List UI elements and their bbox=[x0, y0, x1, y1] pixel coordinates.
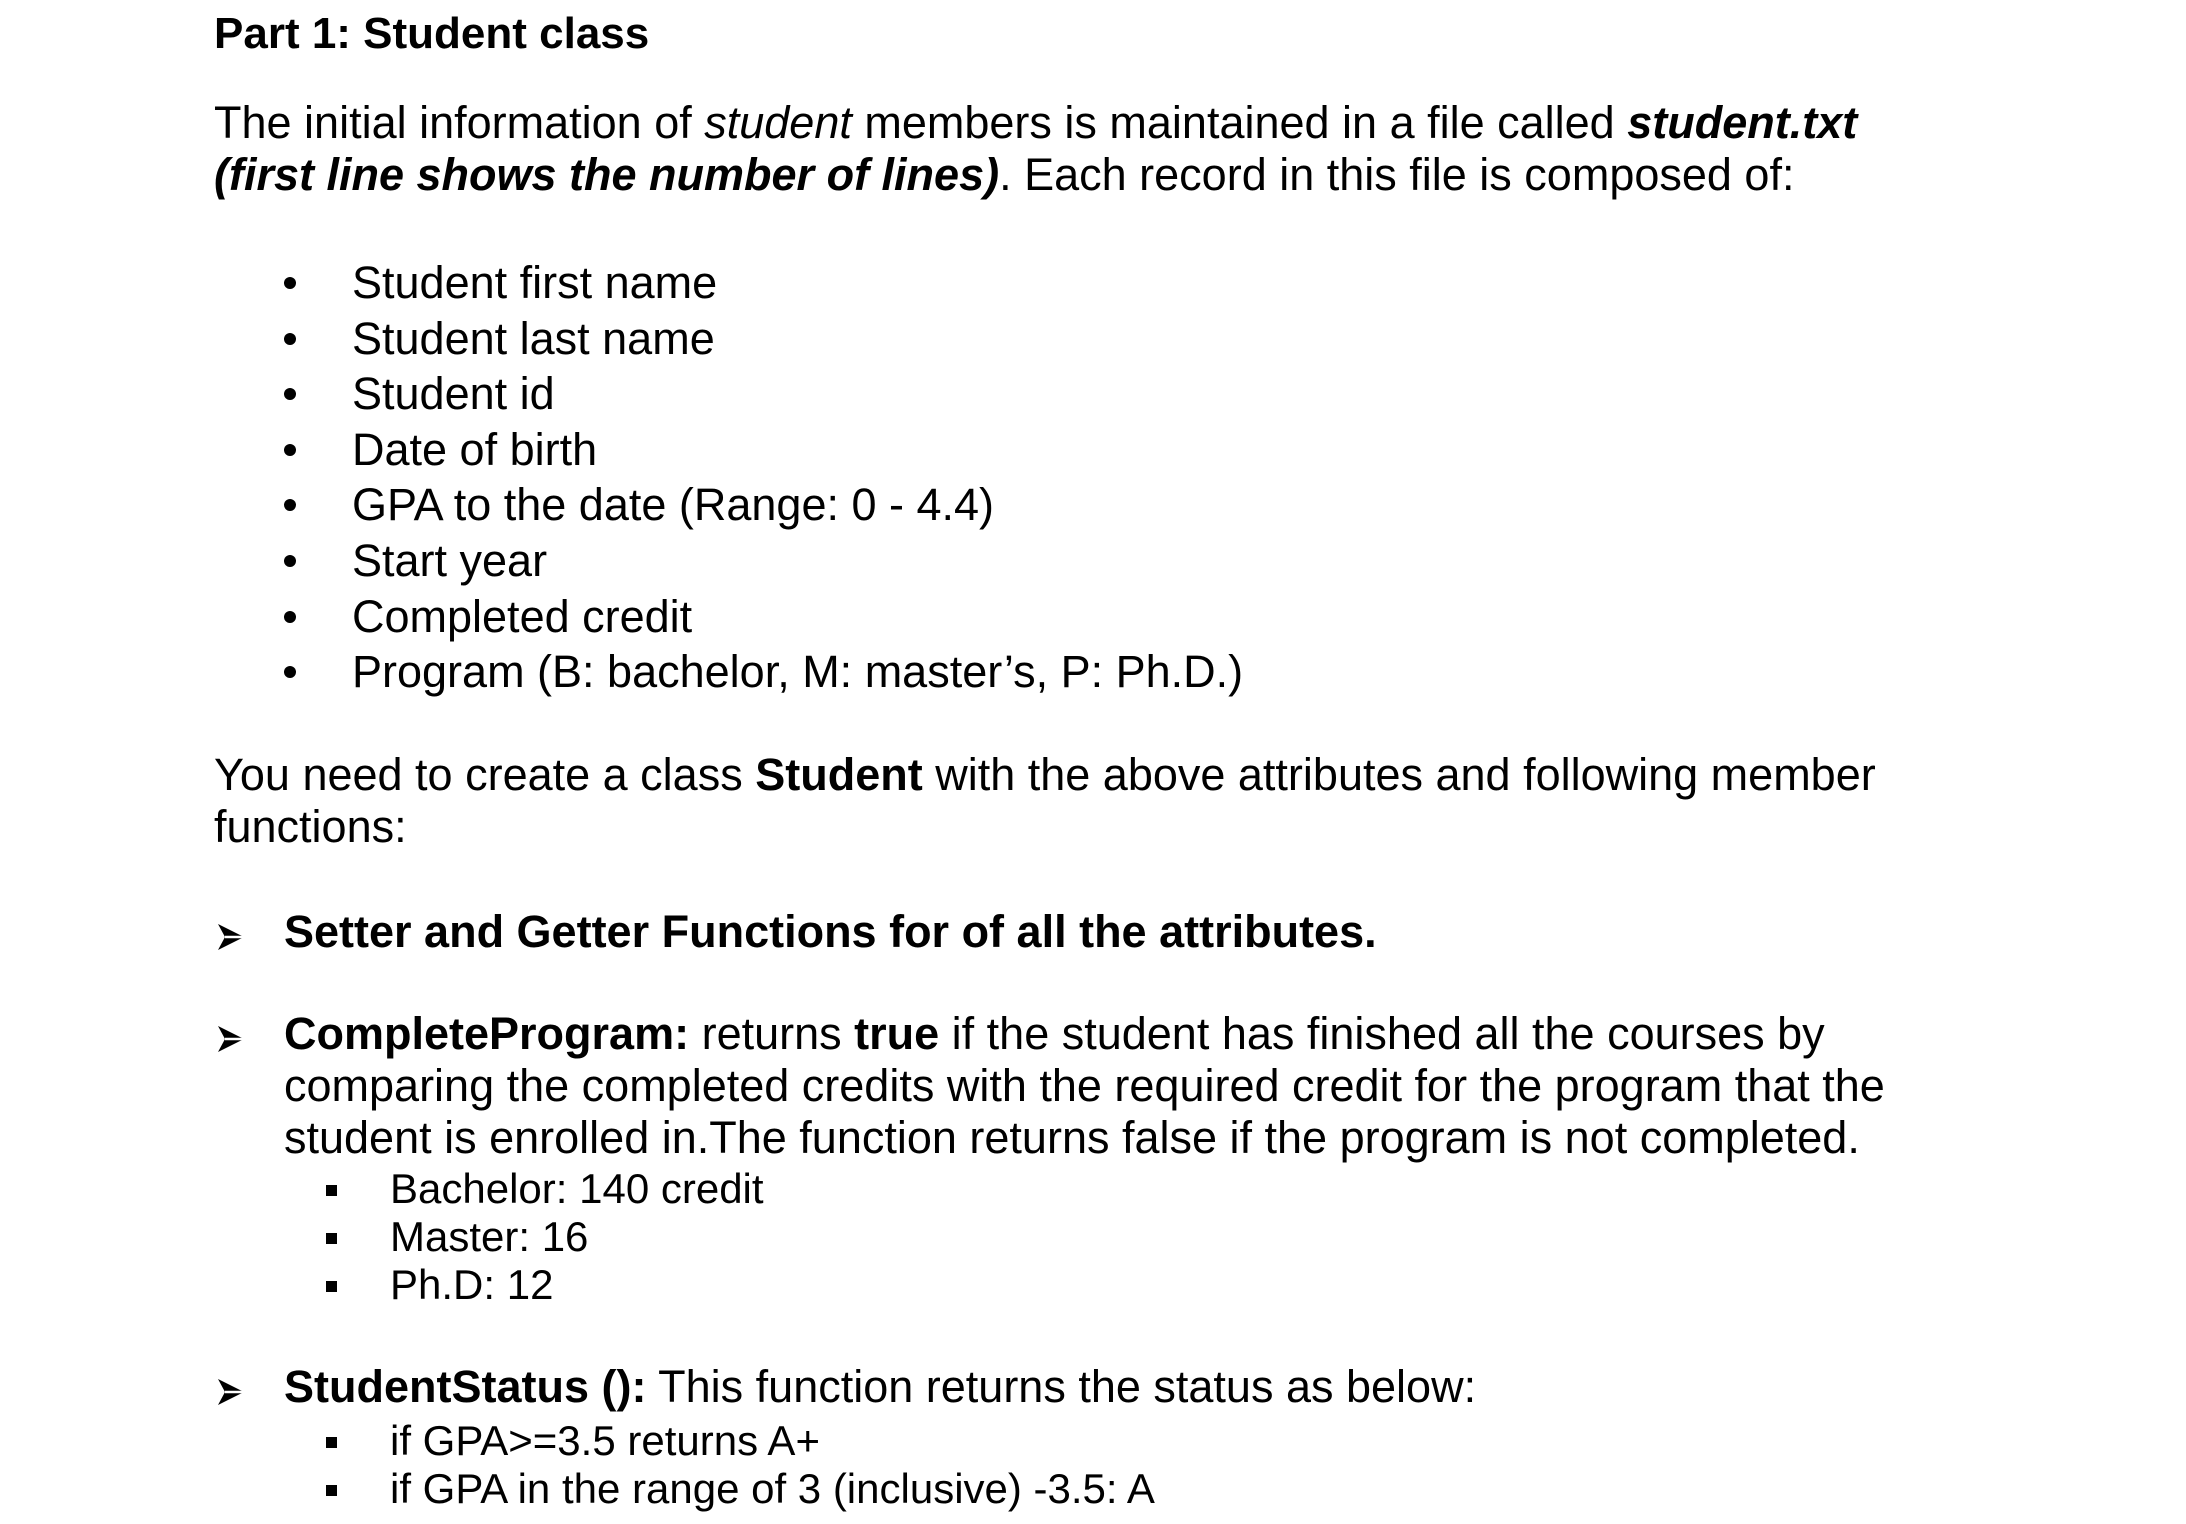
student-status-text: This function returns the status as below: bbox=[646, 1361, 1477, 1412]
section-heading: Part 1: Student class bbox=[214, 9, 650, 58]
intro-first-line-note: (first line shows the number of lines) bbox=[214, 149, 1000, 200]
attribute-label: Student last name bbox=[352, 312, 715, 364]
intro-text-3: members is maintained in a file called bbox=[851, 97, 1628, 148]
status-rule: if GPA in the range of 3 (inclusive) -3.5: A bbox=[390, 1465, 1155, 1512]
bullet-icon bbox=[284, 277, 296, 289]
bullet-icon bbox=[284, 666, 296, 678]
attribute-label: Completed credit bbox=[352, 590, 693, 642]
complete-program-name: CompleteProgram: bbox=[284, 1008, 690, 1059]
square-bullet-icon bbox=[326, 1281, 337, 1292]
square-bullet-icon bbox=[326, 1185, 337, 1196]
class-text-1: You need to create a class bbox=[214, 749, 756, 800]
credit-requirement: Master: 16 bbox=[390, 1213, 589, 1260]
bullet-icon bbox=[284, 333, 296, 345]
bullet-icon bbox=[284, 611, 296, 623]
status-rule: if GPA>=3.5 returns A+ bbox=[390, 1417, 820, 1464]
class-paragraph bbox=[214, 749, 1934, 853]
bullet-icon bbox=[284, 444, 296, 456]
credit-requirement: Bachelor: 140 credit bbox=[390, 1165, 764, 1212]
bullet-icon bbox=[284, 388, 296, 400]
arrow-bullet-icon bbox=[214, 1022, 248, 1056]
complete-program-text-3: if the student has finished all the courses by comparing the completed credits with the required credit for the program that the student is enrolled in.The function returns false if the program is not completed. bbox=[284, 1008, 1885, 1163]
square-bullet-icon bbox=[326, 1437, 337, 1448]
credit-requirement: Ph.D: 12 bbox=[390, 1261, 554, 1308]
intro-student-italic: student bbox=[704, 97, 852, 148]
intro-paragraph bbox=[214, 97, 1934, 201]
complete-program-description bbox=[284, 1008, 1944, 1164]
arrow-bullet-icon bbox=[214, 920, 248, 954]
intro-text-6: . Each record in this file is composed of: bbox=[999, 149, 1795, 200]
intro-filename: student.txt bbox=[1627, 97, 1858, 148]
bullet-icon bbox=[284, 555, 296, 567]
student-status-description bbox=[284, 1361, 1944, 1413]
complete-program-text-1: returns bbox=[689, 1008, 855, 1059]
setter-getter-text: Setter and Getter Functions for of all the attributes. bbox=[284, 906, 1377, 957]
square-bullet-icon bbox=[326, 1485, 337, 1496]
arrow-bullet-icon bbox=[214, 1375, 248, 1409]
bullet-icon bbox=[284, 499, 296, 511]
attribute-label: Student first name bbox=[352, 257, 718, 308]
intro-text-1: The initial information of bbox=[214, 97, 705, 148]
class-name: Student bbox=[755, 749, 923, 800]
attribute-label: Date of birth bbox=[352, 423, 598, 475]
attribute-label: Student id bbox=[352, 368, 555, 420]
attribute-label: Start year bbox=[352, 534, 548, 586]
square-bullet-icon bbox=[326, 1233, 337, 1244]
attribute-label: Program (B: bachelor, M: master’s, P: Ph.D.) bbox=[352, 646, 1244, 698]
complete-program-true: true bbox=[854, 1008, 940, 1059]
class-text-3: with the above attributes and following member functions: bbox=[214, 749, 1876, 852]
student-status-name: StudentStatus (): bbox=[284, 1361, 647, 1412]
attribute-label: GPA to the date (Range: 0 - 4.4) bbox=[352, 479, 995, 531]
